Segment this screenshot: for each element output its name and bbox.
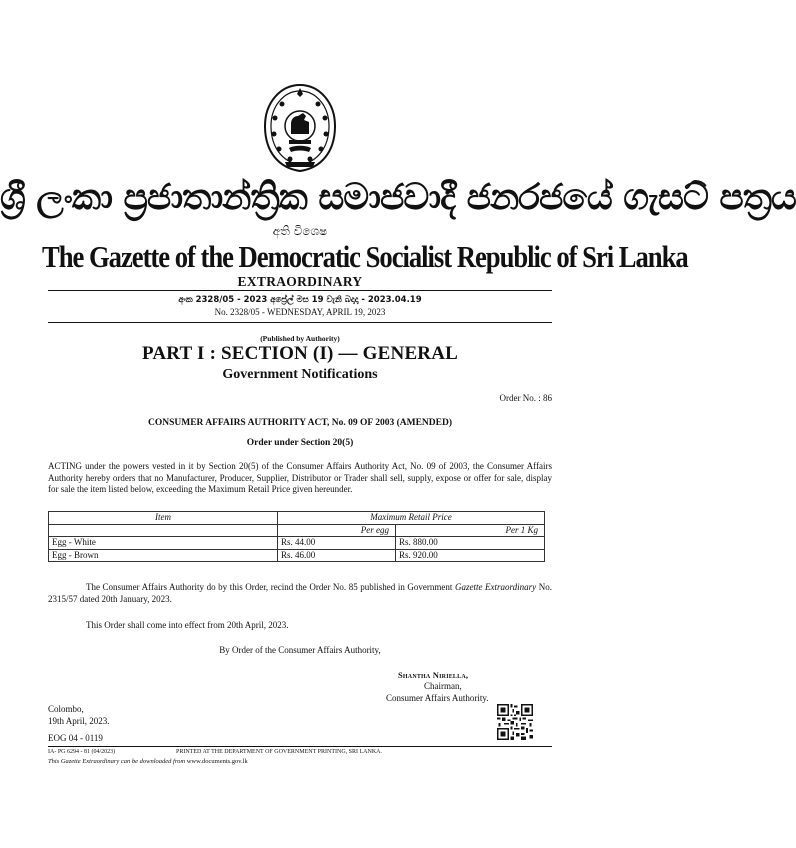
order-number: Order No. : 86 xyxy=(499,393,552,403)
price-table xyxy=(48,511,545,562)
rescind-paragraph xyxy=(48,582,552,605)
footer-divider xyxy=(48,746,552,747)
eog-code: EOG 04 - 0119 xyxy=(48,733,103,743)
per-kg-cell: Rs. 880.00 xyxy=(396,537,545,550)
item-cell: Egg - Brown xyxy=(49,549,278,562)
download-url[interactable]: www.documents.gov.lk xyxy=(186,758,248,765)
sri-lanka-emblem-icon xyxy=(259,82,341,174)
mrp-header: Maximum Retail Price xyxy=(278,512,545,525)
masthead-divider-top xyxy=(48,290,552,291)
masthead-divider-bottom xyxy=(48,322,552,323)
by-order-line: By Order of the Consumer Affairs Authority, xyxy=(219,645,381,655)
rescind-text: The Consumer Affairs Authority do by this Order, recind the Order No. 85 published in Government xyxy=(86,582,455,592)
part-heading: PART I : SECTION (I) — GENERAL xyxy=(141,343,459,364)
footer-print-line xyxy=(48,749,382,755)
signatory-name: Shantha Niriella, xyxy=(398,670,469,680)
extraordinary-label: EXTRAORDINARY xyxy=(237,274,363,289)
rescind-text-end: No. 2315/57 dated 20th January, 2023. xyxy=(48,582,552,604)
intro-paragraph: ACTING under the powers vested in it by Section 20(5) of the Consumer Affairs Authority Act, No. 09 of 2003, the Consumer Affairs Authority hereby orders that no Manufacturer, Producer, Supplier, Distributor or Trader shall sell, supply, expose or offer for sale, display for sale the item listed below, exceeding the Maximum Retail Price given hereunder. xyxy=(48,461,552,495)
footer-download-line xyxy=(48,758,248,765)
gazette-extraordinary-italic: Gazette Extraordinary xyxy=(454,582,537,592)
signatory-title: Chairman, xyxy=(424,681,462,691)
section-title: Order under Section 20(5) xyxy=(246,438,354,448)
issue-line-sinhala: අංක 2328/05 - 2023 අප්‍රේල් මස 19 වැනි බදාදා - 2023.04.19 xyxy=(178,295,422,305)
per-kg-header: Per 1 Kg xyxy=(396,524,545,537)
per-egg-header: Per egg xyxy=(278,524,396,537)
act-title: CONSUMER AFFAIRS AUTHORITY ACT, No. 09 OF 2003 (AMENDED) xyxy=(147,418,452,428)
blank-header-cell xyxy=(49,524,278,537)
extraordinary-sinhala: අති විශෙෂ xyxy=(272,224,328,238)
table-header-row xyxy=(49,512,545,525)
table-subheader-row xyxy=(49,524,545,537)
item-header: Item xyxy=(49,512,278,525)
table-row xyxy=(49,549,545,562)
download-text: This Gazette Extraordinary can be downloaded from xyxy=(48,758,187,765)
print-code: IA- PG 6294 - 81 (04/2023) xyxy=(48,749,116,755)
gazette-title-sinhala: ශ්‍රී ලංකා ප්‍රජාතාන්ත්‍රික සමාජවාදී ජනරජයේ ගැසට් පත්‍රය xyxy=(0,177,796,218)
effect-paragraph: This Order shall come into effect from 20th April, 2023. xyxy=(86,620,289,630)
signatory-organization: Consumer Affairs Authority. xyxy=(386,693,489,703)
item-cell: Egg - White xyxy=(49,537,278,550)
table-row xyxy=(49,537,545,550)
published-by-authority: (Published by Authority) xyxy=(260,334,340,343)
issue-line-english: No. 2328/05 - WEDNESDAY, APRIL 19, 2023 xyxy=(214,307,386,317)
place: Colombo, xyxy=(48,704,84,714)
government-notifications-heading: Government Notifications xyxy=(222,367,378,382)
per-egg-cell: Rs. 46.00 xyxy=(278,549,396,562)
per-egg-cell: Rs. 44.00 xyxy=(278,537,396,550)
qr-code-icon xyxy=(497,704,533,740)
gazette-title-english: The Gazette of the Democratic Socialist Republic of Sri Lanka xyxy=(42,239,688,274)
per-kg-cell: Rs. 920.00 xyxy=(396,549,545,562)
date: 19th April, 2023. xyxy=(48,716,110,726)
printed-at: PRINTED AT THE DEPARTMENT OF GOVERNMENT PRINTING, SRI LANKA. xyxy=(176,749,382,755)
